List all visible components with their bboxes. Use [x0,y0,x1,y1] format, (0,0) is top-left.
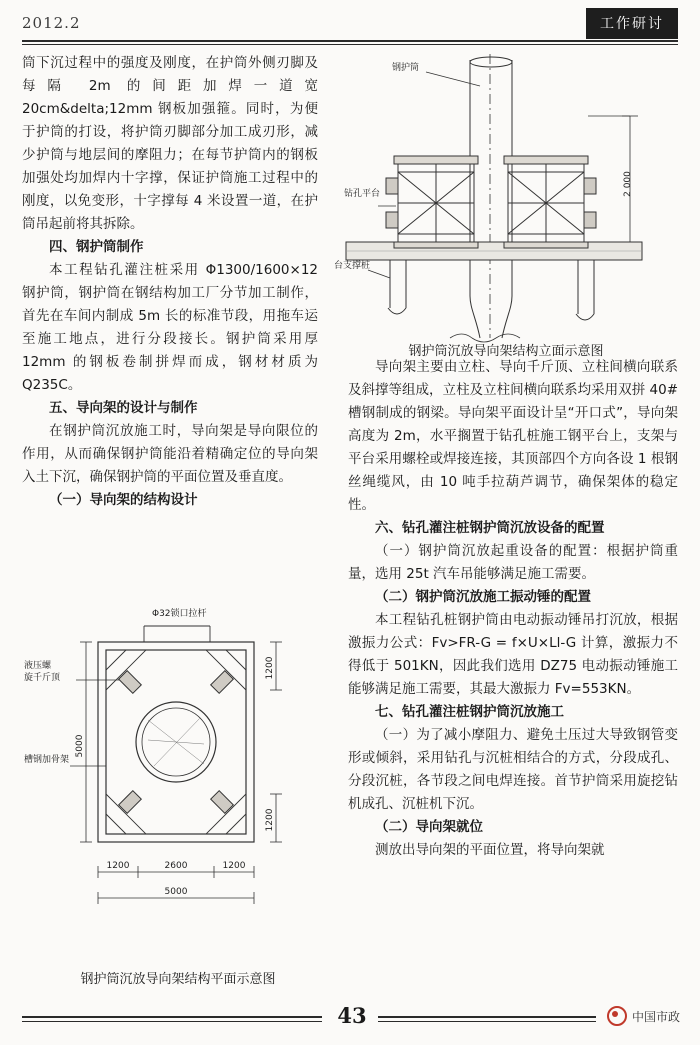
page-header [0,14,700,40]
figure2-dim-bottom-total: 5000 [164,887,188,897]
figure2-label-tierod: Φ32锁口拉杆 [152,609,207,619]
heading-5: 五、导向架的设计与制作 [49,400,198,416]
figure2-label-jack: 液压螺 [24,661,52,671]
paragraph: （一）钢护筒沉放起重设备的配置：根据护筒重量，选用 25t 汽车吊能够满足施工需要。 [348,543,678,582]
figure2-dim-bottom-2: 2600 [164,861,188,871]
figure2-dim-right-top: 1200 [265,656,275,680]
figure2-dim-bottom-1: 1200 [106,861,130,871]
figure2-label-jack-2: 旋千斤顶 [24,673,61,683]
heading-7-2: （二）导向架就位 [375,819,483,835]
figure-elevation [330,46,682,346]
publisher-brand [607,1006,680,1026]
paragraph: （一）为了减小摩阻力、避免土压过大导致钢管变形或倾斜，采用钻孔与沉桩相结合的方式，分段成孔、分段沉桩，各节段之间电焊连接。首节护筒采用旋挖钻机成孔、沉桩机下沉。 [348,727,678,812]
header-rule-thin [22,44,678,45]
heading-6: 六、钻孔灌注桩钢护筒沉放设备的配置 [375,520,605,536]
paragraph: 在钢护筒沉放施工时，导向架是导向限位的作用，从而确保钢护筒能沿着精确定位的导向架入土下沉，确保钢护筒的平面位置及垂直度。 [22,423,318,485]
heading-5-1: （一）导向架的结构设计 [49,492,198,508]
figure2-dim-bottom-3: 1200 [222,861,246,871]
paragraph: 本工程钻孔灌注桩采用 Φ1300/1600×12 钢护筒，钢护筒在钢结构加工厂分节加工制作，首先在车间内制成 5m 长的标准节段，用拖车运至施工地点，进行分段接长。钢护筒采用厚 12mm 的钢板卷制拼焊而成，钢材材质为 Q235C。 [22,262,318,393]
brand-mark-icon [607,1006,627,1026]
footer-rule-right [378,1016,596,1022]
figure-plan [24,580,334,960]
paragraph: 筒下沉过程中的强度及刚度，在护筒外侧刃脚及每隔 2m 的间距加焊一道宽 20cm&delta;12mm 钢板加强箍。同时，为便于护筒的打设，将护筒刃脚部分加工成刃形，减少护筒与地层间的摩阻力；在每节护筒内的钢板加强处均加焊内十字撑，保证护筒施工过程中的刚度，以免变形，十字撑每 4 米设置一道，在护筒吊起前将其拆除。 [22,55,318,232]
figure2-dim-right-bottom: 1200 [265,808,275,832]
section-badge: 工作研讨 [586,8,678,39]
issue-label: 2012.2 [22,14,81,32]
figure2-label-channel-frame: 槽钢加骨架 [24,755,70,765]
paragraph: 本工程钻孔桩钢护筒由电动振动锤吊打沉放，根据激振力公式：Fv>FR-G = f×U×Ll-G 计算，激振力不得低于 501KN，因此我们选用 DZ75 电动振动锤施工能够满足施工需要，其最大激振力 Fv=553KN。 [348,612,678,697]
figure1-label-support-pile: 台支撑桩 [334,261,371,271]
figure1-label-platform: 钻孔平台 [344,189,381,199]
page-number: 43 [337,1003,367,1028]
figure1-caption: 钢护筒沉放导向架结构立面示意图 [408,344,604,359]
figure2-dim-left: 5000 [75,734,85,758]
right-text-column [348,356,678,862]
figure2-caption: 钢护筒沉放导向架结构平面示意图 [80,972,276,987]
heading-7: 七、钻孔灌注桩钢护筒沉放施工 [375,704,564,720]
header-rule-thick [22,40,678,42]
left-text-column [22,52,318,512]
brand-label: 中国市政 [631,1009,680,1024]
heading-6-2: （二）钢护筒沉放施工振动锤的配置 [375,589,591,605]
figure1-dim-height: 2 000 [623,171,633,197]
figure1-label-casing: 钢护筒 [392,63,420,73]
paragraph: 导向架主要由立柱、导向千斤顶、立柱间横向联系及斜撑等组成，立柱及立柱间横向联系均采用双拼 40# 槽钢制成的钢梁。导向架平面设计呈“开口式”，导向架高度为 2m，水平搁置于钻孔桩施工钢平台上，支架与平台采用螺栓或焊接连接，其顶部四个方向各设 1 根钢丝绳缆风，由 10 吨手拉葫芦调节，确保架体的稳定性。 [348,359,678,513]
paragraph: 测放出导向架的平面位置，将导向架就 [375,842,605,858]
footer-rule-left [22,1016,322,1022]
heading-4: 四、钢护筒制作 [49,239,144,255]
